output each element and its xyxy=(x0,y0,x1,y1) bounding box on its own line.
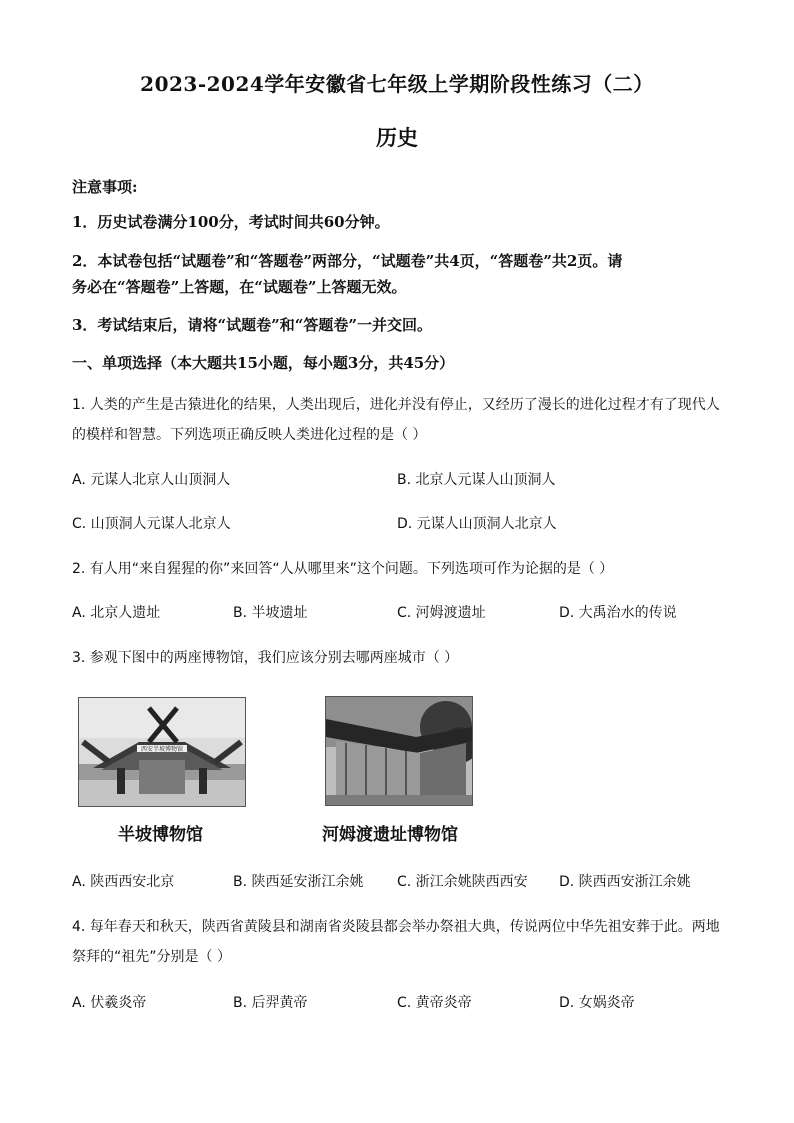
banpo-museum-photo xyxy=(78,697,246,807)
notice-item: 3．考试结束后，请将“试题卷”和“答题卷”一并交回。 xyxy=(72,316,432,334)
notice-item: 务必在“答题卷”上答题，在“试题卷”上答题无效。 xyxy=(72,278,407,296)
hemudu-museum-photo xyxy=(325,696,473,806)
question-4-option-d[interactable]: D. 女娲炎帝 xyxy=(559,995,635,1011)
banpo-museum-caption: 半坡博物馆 xyxy=(118,825,203,845)
question-2-option-d[interactable]: D. 大禹治水的传说 xyxy=(559,605,677,621)
question-4-option-b[interactable]: B. 后羿黄帝 xyxy=(233,995,308,1011)
question-1-stem: 的模样和智慧。下列选项正确反映人类进化过程的是（ ） xyxy=(72,427,427,443)
section-heading: 一、单项选择（本大题共15小题，每小题3分，共45分） xyxy=(72,354,455,372)
question-4-stem: 4. 每年春天和秋天，陕西省黄陵县和湖南省炎陵县都会举办祭祖大典，传说两位中华先祖安葬于此。两地 xyxy=(72,919,720,935)
question-4-option-c[interactable]: C. 黄帝炎帝 xyxy=(397,995,472,1011)
banpo-sign-text: 西安半坡博物馆 xyxy=(140,746,184,753)
notice-heading: 注意事项: xyxy=(72,178,138,196)
question-1-option-c[interactable]: C. 山顶洞人元谋人北京人 xyxy=(72,516,231,532)
notice-item: 2．本试卷包括“试题卷”和“答题卷”两部分，“试题卷”共4页，“答题卷”共2页。请 xyxy=(72,252,623,270)
exam-subject: 历史 xyxy=(376,125,418,150)
question-1-stem: 1. 人类的产生是古猿进化的结果，人类出现后，进化并没有停止，又经历了漫长的进化过程才有了现代人 xyxy=(72,397,720,413)
question-4-option-a[interactable]: A. 伏羲炎帝 xyxy=(72,995,147,1011)
question-3-stem: 3. 参观下图中的两座博物馆，我们应该分别去哪两座城市（ ） xyxy=(72,650,459,666)
notice-item: 1．历史试卷满分100分，考试时间共60分钟。 xyxy=(72,213,390,231)
question-3-option-d[interactable]: D. 陕西西安浙江余姚 xyxy=(559,874,691,890)
exam-title: 2023-2024学年安徽省七年级上学期阶段性练习（二） xyxy=(140,72,654,96)
question-3-option-a[interactable]: A. 陕西西安北京 xyxy=(72,874,175,890)
question-3-option-c[interactable]: C. 浙江余姚陕西西安 xyxy=(397,874,528,890)
hemudu-museum-caption: 河姆渡遗址博物馆 xyxy=(322,825,458,845)
question-2-stem: 2. 有人用“来自猩猩的你”来回答“人从哪里来”这个问题。下列选项可作为论据的是（ ） xyxy=(72,561,614,577)
question-1-option-d[interactable]: D. 元谋人山顶洞人北京人 xyxy=(397,516,557,532)
question-3-option-b[interactable]: B. 陕西延安浙江余姚 xyxy=(233,874,364,890)
question-2-option-b[interactable]: B. 半坡遗址 xyxy=(233,605,308,621)
question-1-option-a[interactable]: A. 元谋人北京人山顶洞人 xyxy=(72,472,231,488)
question-2-option-a[interactable]: A. 北京人遗址 xyxy=(72,605,161,621)
question-2-option-c[interactable]: C. 河姆渡遗址 xyxy=(397,605,486,621)
question-1-option-b[interactable]: B. 北京人元谋人山顶洞人 xyxy=(397,472,556,488)
question-4-stem: 祭拜的“祖先”分别是（ ） xyxy=(72,949,231,965)
